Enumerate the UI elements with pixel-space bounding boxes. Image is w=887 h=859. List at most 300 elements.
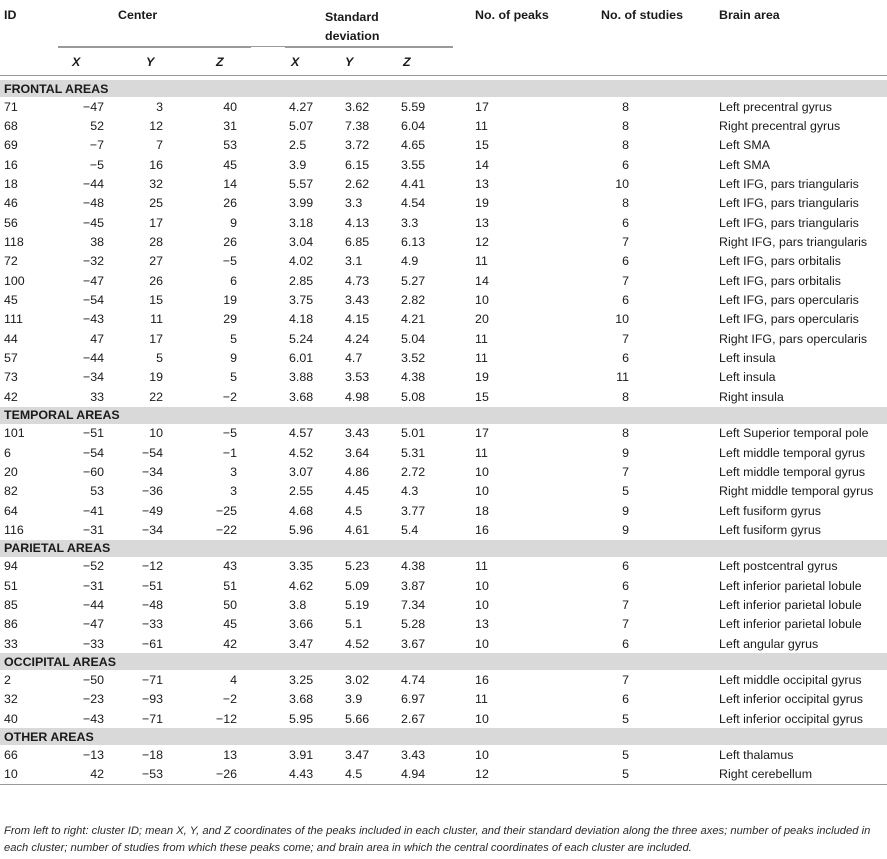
cell-studies: 8	[622, 196, 630, 211]
cell-studies: 11	[616, 370, 630, 385]
cell-id: 101	[4, 426, 25, 441]
cell-sd-z: 4.38	[401, 370, 426, 385]
center-x-header: X	[72, 55, 81, 69]
cell-sd-y: 3.02	[345, 672, 370, 687]
cell-sd-x: 4.18	[289, 312, 314, 327]
cell-peaks: 11	[475, 254, 488, 269]
cell-brain-area: Left fusiform gyrus	[719, 522, 821, 537]
cell-sd-z: 5.31	[401, 445, 426, 460]
section-header-row	[0, 728, 887, 745]
cell-center-x: −50	[82, 672, 104, 687]
cell-studies: 8	[622, 138, 630, 153]
cell-id: 42	[4, 389, 18, 404]
cell-studies: 7	[622, 597, 630, 612]
table-row	[0, 462, 887, 481]
cell-sd-y: 5.23	[345, 559, 370, 574]
cell-id: 33	[4, 636, 18, 651]
table-row	[0, 271, 887, 290]
cell-center-x: −43	[82, 312, 104, 327]
cell-sd-y: 5.09	[345, 578, 370, 593]
cell-id: 45	[4, 293, 18, 308]
cell-sd-z: 3.77	[401, 503, 426, 518]
cell-brain-area: Left middle temporal gyrus	[719, 445, 866, 460]
cell-center-z: 6	[230, 273, 238, 288]
table-row	[0, 709, 887, 728]
table-row	[0, 576, 887, 595]
cell-id: 86	[4, 617, 18, 632]
cell-sd-z: 4.74	[401, 672, 426, 687]
cell-sd-z: 7.34	[401, 597, 426, 612]
sd-z-header: Z	[403, 55, 411, 69]
header-row	[0, 0, 887, 47]
cell-studies: 9	[622, 445, 630, 460]
cell-studies: 5	[622, 484, 630, 499]
cell-sd-x: 3.75	[289, 293, 314, 308]
cell-peaks: 10	[475, 464, 489, 479]
cell-center-y: −49	[141, 503, 163, 518]
cell-sd-x: 4.27	[289, 99, 314, 114]
table-row	[0, 194, 887, 213]
cell-center-z: 5	[230, 370, 238, 385]
table-row	[0, 482, 887, 501]
cell-studies: 6	[622, 692, 630, 707]
cell-studies: 8	[622, 426, 630, 441]
cell-center-y: 28	[149, 235, 163, 250]
cell-center-x: 53	[90, 484, 104, 499]
table-row	[0, 501, 887, 520]
cell-sd-y: 3.9	[345, 692, 363, 707]
cell-peaks: 13	[475, 617, 489, 632]
cell-sd-z: 2.72	[401, 464, 426, 479]
cell-sd-x: 5.07	[289, 119, 314, 134]
cell-peaks: 17	[475, 426, 489, 441]
section-title: PARIETAL AREAS	[0, 540, 887, 557]
cell-id: 51	[4, 578, 18, 593]
cell-center-z: 5	[230, 331, 238, 346]
cell-sd-y: 3.47	[345, 747, 370, 762]
cell-sd-x: 3.35	[289, 559, 314, 574]
cell-center-y: 3	[156, 99, 163, 114]
cell-sd-y: 3.3	[345, 196, 363, 211]
cell-center-y: 12	[149, 119, 163, 134]
cell-sd-y: 3.1	[345, 254, 363, 269]
table-footnote: From left to right: cluster ID; mean X, Y, and Z coordinates of the peaks included in each cluster, and their standard deviation along the three axes; number of peaks included in each cluster; number of studies from which these peaks come; and brain area in which the central coordinates of each cluster are included.	[4, 825, 871, 854]
cell-center-z: 43	[223, 559, 238, 574]
cell-brain-area: Left inferior parietal lobule	[719, 617, 862, 632]
cell-center-x: −7	[89, 138, 104, 153]
cell-brain-area: Left IFG, pars triangularis	[719, 215, 859, 230]
cell-brain-area: Left postcentral gyrus	[719, 559, 838, 574]
cell-peaks: 10	[475, 293, 489, 308]
cell-peaks: 14	[475, 273, 489, 288]
cell-peaks: 15	[475, 138, 489, 153]
cell-sd-x: 3.68	[289, 389, 314, 404]
cell-sd-y: 3.43	[345, 426, 370, 441]
cell-studies: 6	[622, 578, 630, 593]
cell-center-x: −44	[82, 177, 104, 192]
cell-sd-z: 3.67	[401, 636, 426, 651]
cell-sd-y: 5.19	[345, 597, 370, 612]
cell-studies: 7	[622, 331, 630, 346]
cell-peaks: 13	[475, 215, 489, 230]
cell-sd-y: 5.66	[345, 711, 370, 726]
cell-center-y: −34	[141, 522, 163, 537]
cell-peaks: 18	[475, 503, 489, 518]
cell-brain-area: Left IFG, pars opercularis	[719, 312, 859, 327]
cell-sd-y: 4.86	[345, 464, 370, 479]
cell-center-x: −51	[82, 426, 104, 441]
section-header-row	[0, 540, 887, 557]
cell-studies: 6	[622, 157, 630, 172]
cell-sd-x: 3.9	[289, 157, 307, 172]
cell-sd-x: 4.57	[289, 426, 314, 441]
cell-id: 40	[4, 711, 18, 726]
sd-header: Standard deviation	[325, 10, 380, 43]
cell-center-y: −34	[141, 464, 163, 479]
table-row	[0, 520, 887, 539]
center-z-header: Z	[216, 55, 224, 69]
cell-id: 46	[4, 196, 18, 211]
cell-center-x: −13	[82, 747, 104, 762]
cell-center-y: −33	[141, 617, 163, 632]
cell-center-y: 26	[149, 273, 163, 288]
cell-center-z: 4	[230, 672, 238, 687]
sd-y-header: Y	[345, 55, 354, 69]
cell-center-z: −22	[215, 522, 238, 537]
cell-brain-area: Left insula	[719, 351, 776, 366]
cell-center-z: 9	[230, 351, 238, 366]
cell-id: 68	[4, 119, 18, 134]
cell-brain-area: Left inferior parietal lobule	[719, 578, 862, 593]
cell-center-z: 50	[223, 597, 238, 612]
cell-id: 57	[4, 351, 18, 366]
cell-studies: 10	[615, 177, 630, 192]
cell-sd-y: 5.1	[345, 617, 363, 632]
cell-id: 73	[4, 370, 18, 385]
cell-studies: 5	[622, 711, 630, 726]
cell-center-x: −44	[82, 597, 104, 612]
cell-brain-area: Left IFG, pars triangularis	[719, 196, 859, 211]
cell-center-z: 40	[223, 99, 238, 114]
cell-peaks: 10	[475, 484, 489, 499]
cell-sd-y: 3.62	[345, 99, 370, 114]
cell-id: 56	[4, 215, 18, 230]
cell-sd-y: 3.43	[345, 293, 370, 308]
cell-center-z: −12	[215, 711, 238, 726]
cell-studies: 9	[622, 503, 630, 518]
cell-sd-z: 5.01	[401, 426, 426, 441]
section-header-row	[0, 407, 887, 424]
cell-brain-area: Right IFG, pars opercularis	[719, 331, 868, 346]
cell-center-z: 45	[223, 157, 238, 172]
cell-brain-area: Left IFG, pars triangularis	[719, 177, 859, 192]
cell-center-z: 45	[223, 617, 238, 632]
cell-sd-z: 2.67	[401, 711, 426, 726]
cell-center-x: 52	[90, 119, 104, 134]
table-row	[0, 443, 887, 462]
cell-center-x: −54	[82, 445, 104, 460]
cell-studies: 8	[622, 99, 630, 114]
table-row	[0, 765, 887, 785]
cell-sd-y: 3.53	[345, 370, 370, 385]
cell-id: 16	[4, 157, 18, 172]
cell-peaks: 10	[475, 597, 489, 612]
cell-peaks: 10	[475, 711, 489, 726]
cell-sd-x: 3.07	[289, 464, 314, 479]
cell-brain-area: Left inferior occipital gyrus	[719, 692, 863, 707]
cell-sd-x: 3.8	[289, 597, 307, 612]
cell-center-y: 32	[149, 177, 163, 192]
cell-peaks: 14	[475, 157, 489, 172]
cell-center-z: −25	[215, 503, 238, 518]
cell-center-z: 19	[223, 293, 238, 308]
cell-center-y: −61	[141, 636, 163, 651]
cell-brain-area: Left inferior parietal lobule	[719, 597, 862, 612]
cell-center-y: 17	[149, 215, 163, 230]
cell-sd-y: 4.15	[345, 312, 370, 327]
cell-sd-z: 4.41	[401, 177, 426, 192]
cell-brain-area: Left SMA	[719, 157, 771, 172]
section-header-row	[0, 80, 887, 97]
cell-center-z: −2	[222, 389, 238, 404]
cell-sd-y: 4.73	[345, 273, 370, 288]
cell-sd-z: 3.87	[401, 578, 426, 593]
cell-id: 44	[4, 331, 18, 346]
cell-peaks: 10	[475, 747, 489, 762]
cell-id: 71	[4, 99, 18, 114]
cell-id: 116	[4, 522, 24, 537]
cell-sd-x: 4.68	[289, 503, 314, 518]
cell-id: 100	[4, 273, 25, 288]
cell-sd-y: 4.7	[345, 351, 363, 366]
cell-sd-x: 5.95	[289, 711, 314, 726]
section-title: OCCIPITAL AREAS	[0, 653, 887, 670]
cell-center-x: −60	[82, 464, 104, 479]
cell-center-x: 42	[90, 767, 104, 782]
cell-sd-y: 4.5	[345, 767, 363, 782]
cell-brain-area: Left precentral gyrus	[719, 99, 832, 114]
cell-peaks: 11	[475, 445, 488, 460]
cell-sd-x: 4.52	[289, 445, 314, 460]
cell-id: 10	[4, 767, 18, 782]
cell-brain-area: Left IFG, pars orbitalis	[719, 273, 841, 288]
cell-center-z: −5	[222, 254, 238, 269]
cell-sd-y: 4.24	[345, 331, 370, 346]
cell-center-x: 38	[90, 235, 104, 250]
cell-brain-area: Right insula	[719, 389, 784, 404]
cell-sd-x: 3.68	[289, 692, 314, 707]
cell-center-y: −93	[141, 692, 163, 707]
cell-center-z: 29	[223, 312, 238, 327]
cell-center-x: −48	[82, 196, 104, 211]
cell-center-x: −23	[82, 692, 104, 707]
cell-brain-area: Left insula	[719, 370, 776, 385]
cell-sd-z: 4.21	[401, 312, 426, 327]
center-y-header: Y	[146, 55, 155, 69]
cell-center-y: −12	[141, 559, 163, 574]
cell-center-y: 16	[149, 157, 163, 172]
cell-brain-area: Left thalamus	[719, 747, 794, 762]
cell-sd-z: 3.3	[401, 215, 419, 230]
cell-center-x: −43	[82, 711, 104, 726]
cell-sd-y: 4.61	[345, 522, 370, 537]
cell-peaks: 20	[475, 312, 489, 327]
cell-sd-y: 3.64	[345, 445, 370, 460]
cell-peaks: 10	[475, 636, 489, 651]
table-row	[0, 97, 887, 116]
cell-sd-z: 4.65	[401, 138, 426, 153]
cell-studies: 8	[622, 389, 630, 404]
cell-peaks: 17	[475, 99, 489, 114]
cell-sd-y: 4.98	[345, 389, 370, 404]
cell-id: 118	[4, 235, 24, 250]
cell-peaks: 11	[475, 692, 488, 707]
cell-peaks: 19	[475, 370, 489, 385]
cell-sd-z: 3.43	[401, 747, 426, 762]
table-row	[0, 348, 887, 367]
cell-center-y: 22	[149, 389, 163, 404]
cell-sd-z: 5.08	[401, 389, 426, 404]
cell-id: 2	[4, 672, 11, 687]
cell-sd-z: 6.13	[401, 235, 426, 250]
cell-center-y: −71	[141, 711, 163, 726]
table-row	[0, 670, 887, 689]
cell-center-x: −5	[89, 157, 104, 172]
cell-studies: 6	[622, 559, 630, 574]
cell-center-z: 26	[223, 196, 238, 211]
cell-studies: 6	[622, 293, 630, 308]
cell-center-y: −51	[141, 578, 163, 593]
cell-center-x: −44	[82, 351, 104, 366]
table-row	[0, 595, 887, 614]
section-title: FRONTAL AREAS	[0, 80, 887, 97]
cell-brain-area: Right cerebellum	[719, 767, 813, 782]
table-row	[0, 745, 887, 764]
cell-studies: 6	[622, 215, 630, 230]
cell-center-z: 42	[223, 636, 238, 651]
cell-studies: 10	[615, 312, 630, 327]
cell-brain-area: Left Superior temporal pole	[719, 426, 869, 441]
cell-center-x: −31	[82, 522, 104, 537]
cell-sd-x: 4.02	[289, 254, 314, 269]
table-row	[0, 116, 887, 135]
cell-center-x: −41	[82, 503, 104, 518]
section-header-row	[0, 653, 887, 670]
cell-id: 69	[4, 138, 18, 153]
table-row	[0, 634, 887, 653]
cell-peaks: 11	[475, 559, 488, 574]
cell-studies: 7	[622, 672, 630, 687]
cell-sd-y: 4.13	[345, 215, 370, 230]
cell-brain-area: Right middle temporal gyrus	[719, 484, 874, 499]
cell-sd-y: 7.38	[345, 119, 370, 134]
cell-id: 72	[4, 254, 18, 269]
cell-sd-z: 6.04	[401, 119, 426, 134]
cell-brain-area: Left SMA	[719, 138, 771, 153]
cell-sd-x: 3.91	[289, 747, 314, 762]
cell-center-z: −2	[222, 692, 238, 707]
cell-sd-z: 4.9	[401, 254, 419, 269]
section-title: OTHER AREAS	[0, 728, 887, 745]
cell-sd-x: 3.18	[289, 215, 314, 230]
cell-center-z: 9	[230, 215, 238, 230]
cell-peaks: 10	[475, 578, 489, 593]
cell-peaks: 12	[475, 235, 489, 250]
table-row	[0, 174, 887, 193]
cell-sd-x: 3.99	[289, 196, 314, 211]
cell-sd-x: 4.43	[289, 767, 314, 782]
cell-sd-x: 3.04	[289, 235, 314, 250]
cell-brain-area: Right precentral gyrus	[719, 119, 841, 134]
cell-sd-z: 5.59	[401, 99, 426, 114]
cell-id: 20	[4, 464, 18, 479]
cell-center-z: 51	[223, 578, 238, 593]
cell-studies: 9	[622, 522, 630, 537]
cell-studies: 7	[622, 273, 630, 288]
cell-center-x: 33	[90, 389, 104, 404]
cell-sd-z: 5.27	[401, 273, 426, 288]
cell-center-y: 11	[150, 312, 163, 327]
id-header: ID	[4, 8, 17, 22]
cell-brain-area: Left IFG, pars opercularis	[719, 293, 859, 308]
studies-header: No. of studies	[601, 8, 683, 22]
cell-sd-z: 6.97	[401, 692, 426, 707]
cell-center-z: −26	[215, 767, 238, 782]
cell-center-x: −45	[82, 215, 104, 230]
cell-studies: 6	[622, 351, 630, 366]
cell-peaks: 16	[475, 522, 489, 537]
cell-id: 85	[4, 597, 18, 612]
cell-peaks: 11	[475, 331, 488, 346]
cell-center-z: −5	[222, 426, 238, 441]
cell-sd-y: 4.45	[345, 484, 370, 499]
cell-brain-area: Left IFG, pars orbitalis	[719, 254, 841, 269]
cell-center-x: 47	[90, 331, 104, 346]
cell-center-y: 17	[149, 331, 163, 346]
table-row	[0, 136, 887, 155]
cell-sd-y: 4.52	[345, 636, 370, 651]
cell-sd-x: 4.62	[289, 578, 314, 593]
cell-studies: 5	[622, 747, 630, 762]
cell-sd-x: 3.66	[289, 617, 314, 632]
cell-center-y: 27	[149, 254, 163, 269]
cell-center-x: −34	[82, 370, 104, 385]
cell-id: 32	[4, 692, 18, 707]
cell-center-x: −47	[82, 617, 104, 632]
cell-sd-y: 2.62	[345, 177, 370, 192]
cell-center-x: −47	[82, 99, 104, 114]
table-row	[0, 387, 887, 406]
cell-center-x: −52	[82, 559, 104, 574]
sd-x-header: X	[291, 55, 300, 69]
table-row	[0, 155, 887, 174]
cell-studies: 5	[622, 767, 630, 782]
cell-center-y: −71	[141, 672, 163, 687]
cell-sd-y: 6.85	[345, 235, 370, 250]
area-header: Brain area	[719, 8, 780, 22]
cell-center-z: 53	[223, 138, 238, 153]
cell-peaks: 13	[475, 177, 489, 192]
cell-center-y: 5	[156, 351, 163, 366]
cell-center-x: −47	[82, 273, 104, 288]
cell-center-y: −18	[141, 747, 163, 762]
cell-center-x: −33	[82, 636, 104, 651]
cell-sd-y: 3.72	[345, 138, 370, 153]
cell-sd-x: 2.85	[289, 273, 314, 288]
cell-peaks: 19	[475, 196, 489, 211]
cell-center-z: 26	[223, 235, 238, 250]
table-row	[0, 368, 887, 387]
